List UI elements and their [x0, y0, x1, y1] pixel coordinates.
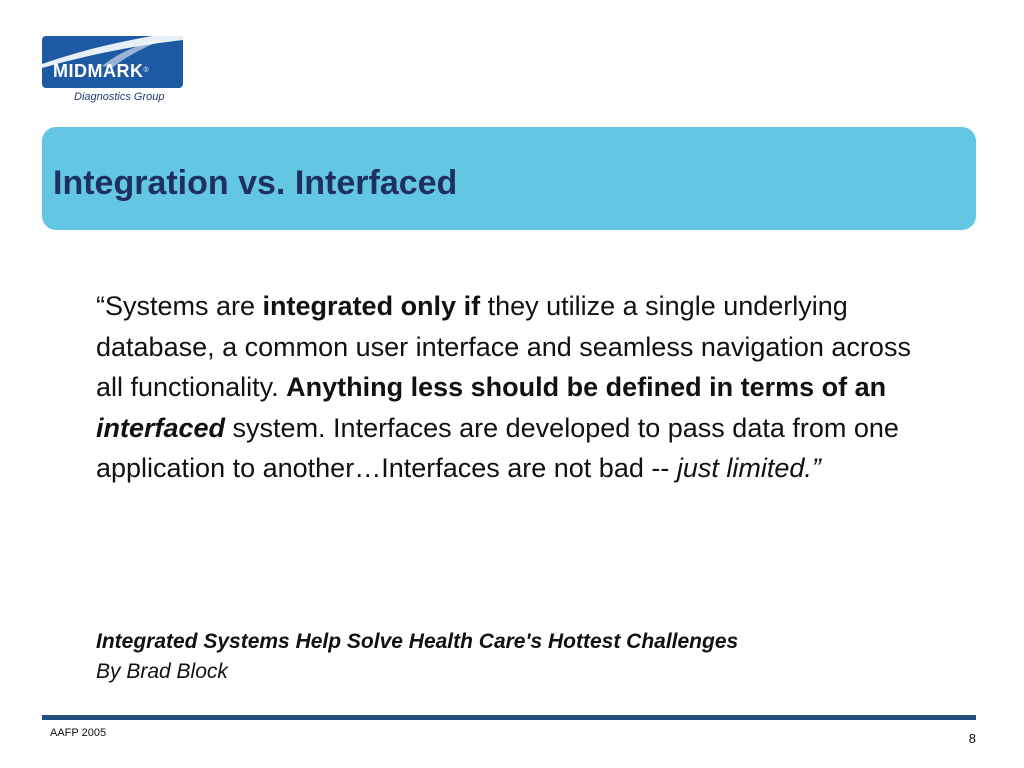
- quote-paragraph: [96, 286, 926, 489]
- midmark-logo: [42, 36, 183, 88]
- logo-wordmark: MIDMARK®: [53, 61, 150, 81]
- citation: [96, 627, 956, 687]
- quote-bold-anything-less: Anything less should be defined in terms of an: [286, 372, 887, 403]
- quote-text-2: system. Interfaces are developed to pass data from one application to another…Interfaces are not bad --: [96, 412, 899, 484]
- quote-text-1: they utilize a single underlying database, a common user interface and seamless navigation across all functionality.: [96, 291, 911, 403]
- quote-italic-end: just limited.”: [676, 453, 821, 484]
- logo-subtitle: Diagnostics Group: [74, 91, 165, 103]
- citation-title: Integrated Systems Help Solve Health Care's Hottest Challenges: [96, 630, 739, 653]
- footer-event-label: AAFP 2005: [50, 727, 107, 739]
- footer-divider: [42, 715, 976, 720]
- slide-number: 8: [968, 731, 976, 746]
- quote-bold-italic-interfaced: interfaced: [96, 412, 226, 443]
- quote-bold-integrated: integrated only if: [262, 291, 481, 321]
- quote-open: “Systems are: [96, 291, 263, 321]
- citation-author: By Brad Block: [96, 660, 228, 683]
- registered-mark: ®: [143, 67, 150, 74]
- slide-title: Integration vs. Interfaced: [53, 164, 458, 202]
